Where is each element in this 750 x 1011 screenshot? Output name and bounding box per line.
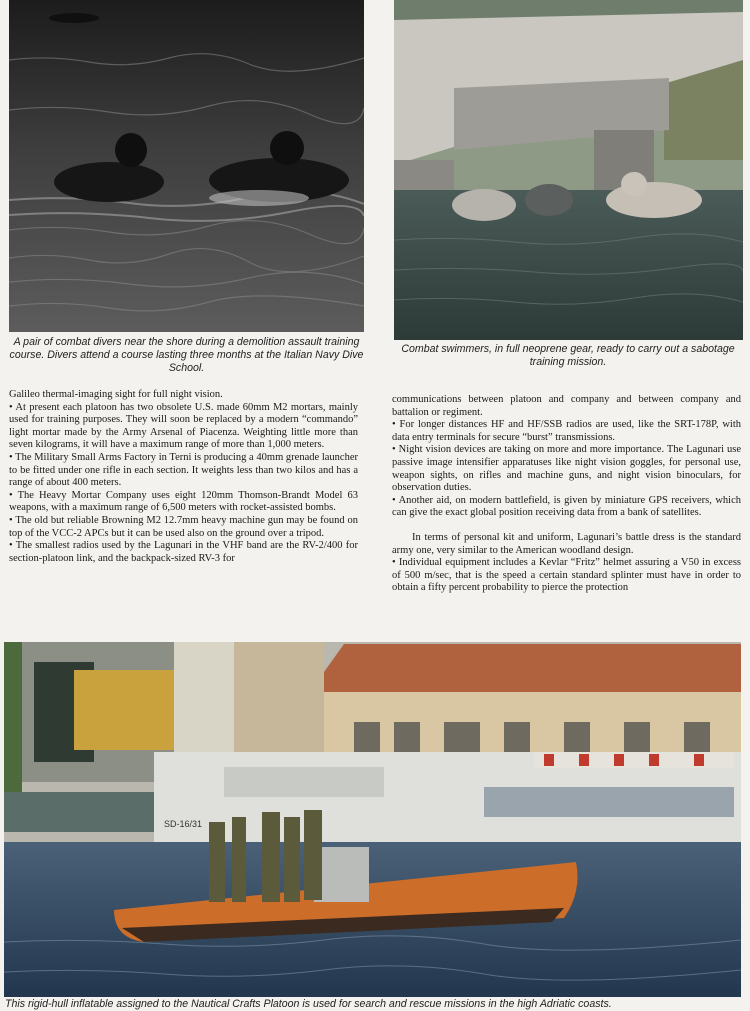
- caption-combat-swimmers: Combat swimmers, in full neoprene gear, ready to carry out a sabotage training mission.: [401, 343, 735, 368]
- boat-marking: SD-16/31: [164, 819, 203, 829]
- photo-combat-divers: [9, 0, 364, 332]
- photo-rigid-hull-inflatable: [4, 642, 741, 997]
- photo-combat-swimmers: [394, 0, 743, 340]
- right-paragraph: • Individual equipment includes a Kevlar “Fritz” helmet assuring a V50 in excess of 500 m/sec, that is the speed a certain standard splinter must have in order to obtain a fifty percent probability to pierce the protection: [392, 557, 741, 594]
- right-paragraph: • Night vision devices are taking on more and more importance. The Lagunari use passive image intensifier apparatuses like night vision goggles, for personal use, weapon sights, on rifles and machine guns, and night vision binoculars, for observation duties.: [392, 444, 741, 494]
- left-paragraph: • At present each platoon has two obsolete U.S. made 60mm M2 mortars, mainly used for training purposes. They will soon be replaced by a modern “commando” light mortar made by the Army Arsenal of Piacenza. Weighting little more than seven kilograms, it will have a maximum range of more than 1,000 meters.: [9, 401, 358, 451]
- caption-rigid-hull-inflatable: This rigid-hull inflatable assigned to the Nautical Crafts Platoon is used for search and rescue missions in the high Adriatic coasts.: [5, 998, 612, 1010]
- article-right-column: [392, 394, 741, 595]
- right-paragraph: In terms of personal kit and uniform, Lagunari’s battle dress is the standard army one, very similar to the American woodland design.: [392, 531, 741, 556]
- left-paragraph: • The Military Small Arms Factory in Terni is producing a 40mm grenade launcher to be fitted under one rifle in each section. It weights less than two kilos and has a range of about 400 meters.: [9, 451, 358, 489]
- article-left-column: [9, 389, 358, 565]
- right-paragraph: communications between platoon and company and between company and battalion or regiment.: [392, 394, 741, 418]
- combat-swimmers-image: [394, 0, 743, 340]
- caption-combat-divers: A pair of combat divers near the shore during a demolition assault training course. Divers attend a course lasting three months at the Italian Navy Dive School.: [9, 336, 364, 374]
- rigid-hull-inflatable-image: [4, 642, 741, 997]
- left-paragraph: • The Heavy Mortar Company uses eight 120mm Thomson-Brandt Model 63 weapons, with a maximum range of 6,500 meters with rocket-assisted bombs.: [9, 489, 358, 514]
- left-paragraph: • The smallest radios used by the Lagunari in the VHF band are the RV-2/400 for section-platoon link, and the backpack-sized RV-3 for: [9, 540, 358, 564]
- right-paragraph: • For longer distances HF and HF/SSB radios are used, like the SRT-178P, with data entry terminals for secure “burst” transmissions.: [392, 419, 741, 443]
- left-paragraph: • The old but reliable Browning M2 12.7mm heavy machine gun may be found on top of the VCC-2 APCs but it can be used also on the ground over a tripod.: [9, 514, 358, 539]
- left-paragraph: Galileo thermal-imaging sight for full night vision.: [9, 389, 223, 400]
- right-paragraph: • Another aid, on modern battlefield, is given by miniature GPS receivers, which can give the exact global position receiving data from a bank of satellites.: [392, 494, 741, 519]
- combat-divers-image: [9, 0, 364, 332]
